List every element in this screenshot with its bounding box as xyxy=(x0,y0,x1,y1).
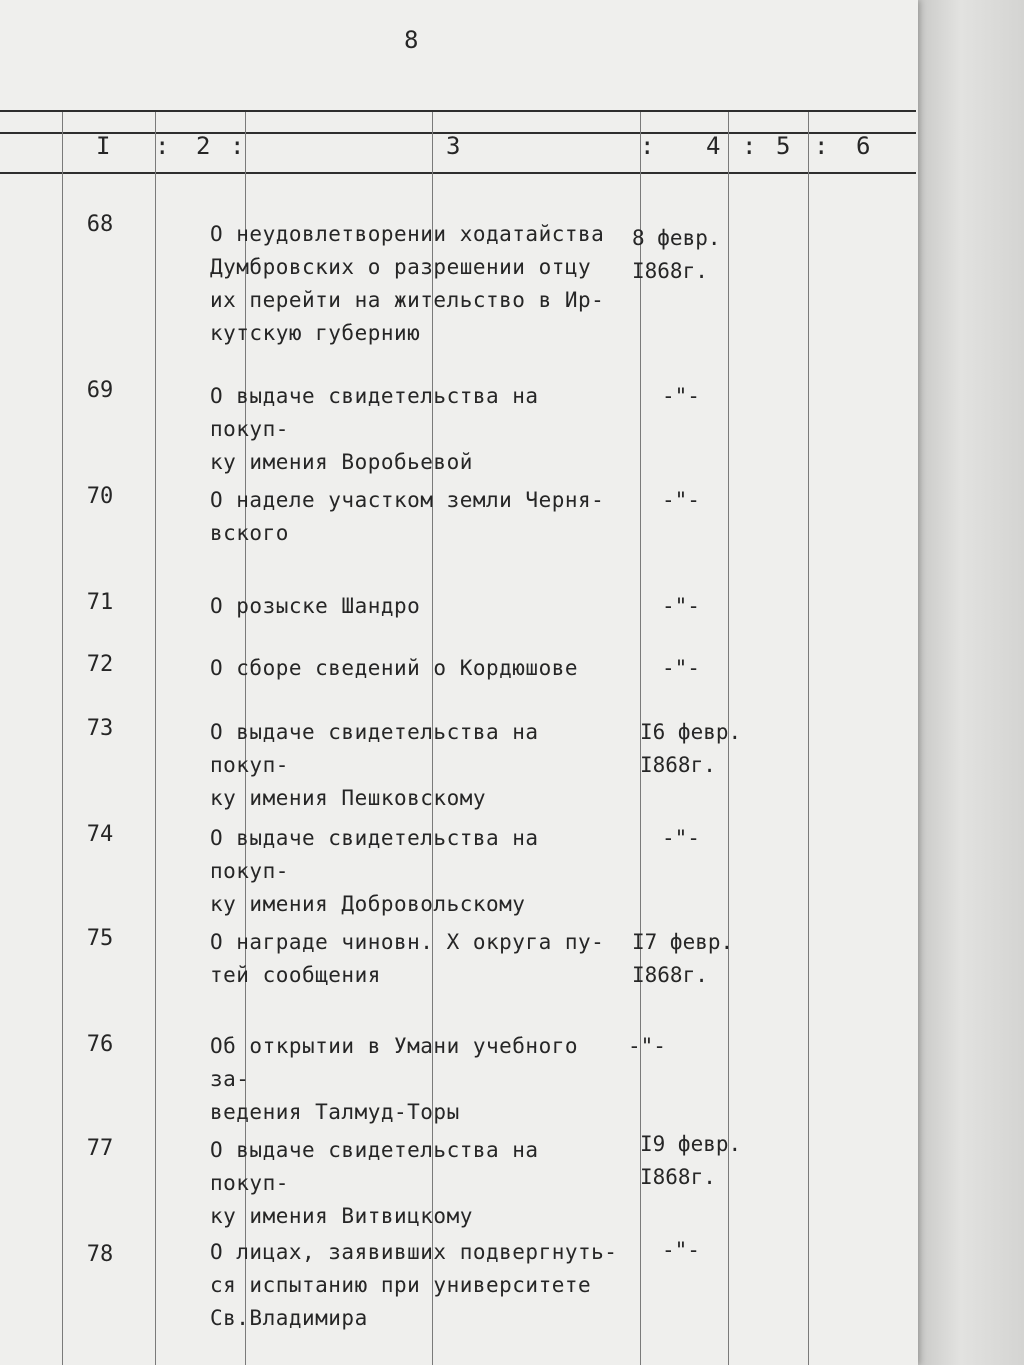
column-separator: : xyxy=(155,132,170,160)
row-title: Об открытии в Умани учебного за- ведения Талмуд-Торы xyxy=(210,1034,579,1124)
column-separator: : xyxy=(230,132,245,160)
column-divider xyxy=(62,112,63,1365)
row-number: 68 xyxy=(86,212,114,237)
column-divider xyxy=(155,112,156,1365)
row-title: О наделе участком земли Черня- вского xyxy=(210,488,605,545)
row-date: -"- xyxy=(628,1034,666,1058)
column-separator: : xyxy=(814,132,829,160)
column-header-6: 6 xyxy=(856,132,871,160)
header-bottom-rule xyxy=(0,172,916,174)
row-number: 70 xyxy=(86,484,114,509)
column-divider xyxy=(808,112,809,1365)
row-title: О выдаче свидетельства на покуп- ку имения Добровольскому xyxy=(210,826,539,916)
row-number: 71 xyxy=(86,590,114,615)
row-number: 69 xyxy=(86,378,114,403)
row-date: -"- xyxy=(662,488,700,512)
header-top-rule xyxy=(0,110,916,112)
column-separator: : xyxy=(640,132,655,160)
column-header-4: 4 xyxy=(706,132,721,160)
column-header-2: 2 xyxy=(196,132,211,160)
row-date: -"- xyxy=(662,594,700,618)
row-title: О выдаче свидетельства на покуп- ку имения Пешковскому xyxy=(210,720,539,810)
row-title: О сборе сведений о Кордюшове xyxy=(210,656,579,680)
row-date: I6 февр. I868г. xyxy=(640,720,742,777)
row-title: О награде чиновн. Х округа пу- тей сообщения xyxy=(210,930,605,987)
row-number: 77 xyxy=(86,1136,114,1161)
page-number: 8 xyxy=(404,26,420,54)
row-title: О лицах, заявивших подвергнуть- ся испытанию при университете Св.Владимира xyxy=(210,1240,618,1330)
row-date: -"- xyxy=(662,1238,700,1262)
row-date: I9 февр. I868г. xyxy=(640,1132,742,1189)
row-date: -"- xyxy=(662,384,700,408)
row-date: -"- xyxy=(662,826,700,850)
row-title: О неудовлетворении ходатайства Думбровских о разрешении отцу их перейти на жительство в Ир- кутскую губернию xyxy=(210,222,605,345)
column-header-1: I xyxy=(96,132,111,160)
row-title: О розыске Шандро xyxy=(210,594,421,618)
column-header-3: 3 xyxy=(446,132,461,160)
row-number: 72 xyxy=(86,652,114,677)
row-number: 73 xyxy=(86,716,114,741)
row-number: 78 xyxy=(86,1242,114,1267)
column-header-5: 5 xyxy=(776,132,791,160)
row-number: 74 xyxy=(86,822,114,847)
row-number: 76 xyxy=(86,1032,114,1057)
page-edge-shadow xyxy=(918,0,1024,1365)
row-date: -"- xyxy=(662,656,700,680)
row-title: О выдаче свидетельства на покуп- ку имения Воробьевой xyxy=(210,384,539,474)
row-number: 75 xyxy=(86,926,114,951)
row-title: О выдаче свидетельства на покуп- ку имения Витвицкому xyxy=(210,1138,539,1228)
row-date: 8 февр. I868г. xyxy=(632,226,721,283)
row-date: I7 февр. I868г. xyxy=(632,930,734,987)
column-separator: : xyxy=(742,132,757,160)
